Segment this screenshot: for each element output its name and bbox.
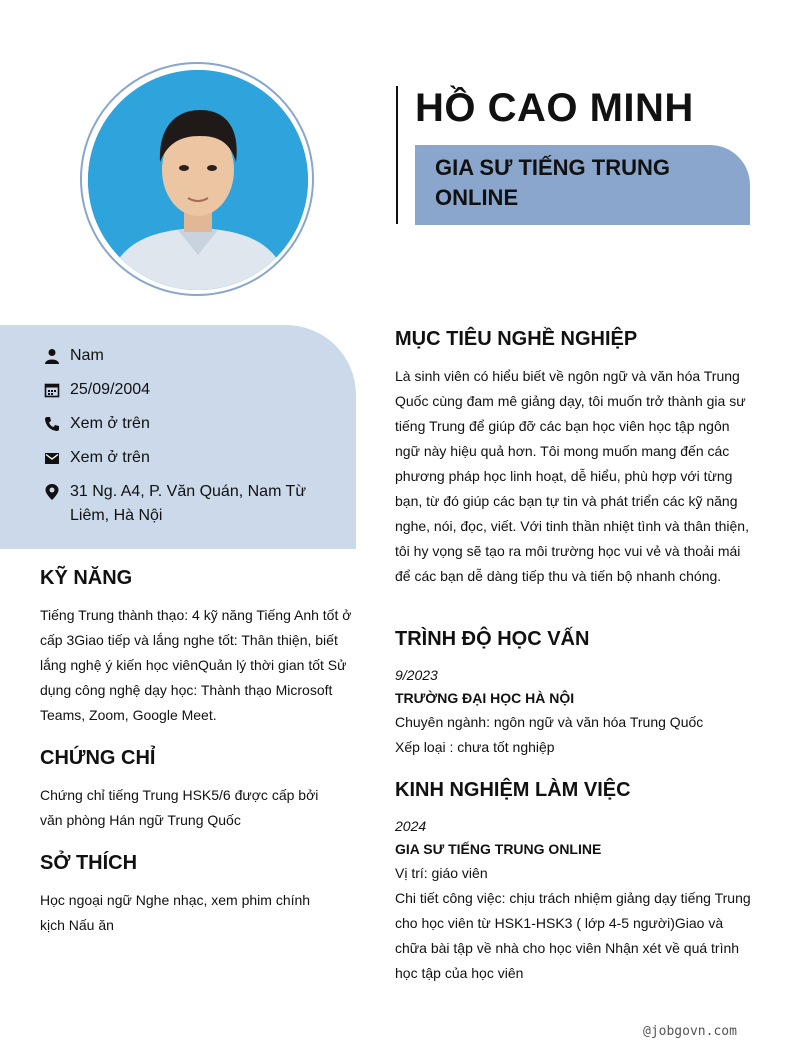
info-email	[44, 446, 310, 470]
info-birthdate	[44, 378, 310, 402]
experience-details: Chi tiết công việc: chịu trách nhiệm giảng dạy tiếng Trung cho học viên từ HSK1-HSK3 ( lớp 4-5 người)Giao và chữa bài tập về nhà cho học viên Nhận xét về quá trình học tập của học viên	[395, 890, 751, 981]
skills-heading: KỸ NĂNG	[40, 567, 133, 589]
objective-heading: MỤC TIÊU NGHỀ NGHIỆP	[395, 328, 638, 350]
header-divider	[396, 86, 398, 224]
profile-photo-image	[88, 70, 308, 290]
info-phone-text: Xem ở trên	[70, 415, 150, 432]
education-school: TRƯỜNG ĐẠI HỌC HÀ NỘI	[395, 690, 575, 706]
mail-icon	[44, 446, 60, 470]
hobbies-text: Học ngoại ngữ Nghe nhạc, xem phim chính kịch Nấu ăn	[40, 892, 311, 933]
user-icon	[44, 344, 60, 368]
experience-heading: KINH NGHIỆM LÀM VIỆC	[395, 779, 631, 801]
education-major: Chuyên ngành: ngôn ngữ và văn hóa Trung Quốc	[395, 714, 704, 730]
phone-icon	[44, 412, 60, 436]
job-title: GIA SƯ TIẾNG TRUNG ONLINE	[435, 155, 670, 210]
education-grade: Xếp loại : chưa tốt nghiệp	[395, 739, 555, 755]
certificates-text: Chứng chỉ tiếng Trung HSK5/6 được cấp bởi văn phòng Hán ngữ Trung Quốc	[40, 787, 319, 828]
experience-date: 2024	[395, 818, 427, 834]
experience-position-title: GIA SƯ TIẾNG TRUNG ONLINE	[395, 841, 602, 857]
objective-text: Là sinh viên có hiểu biết về ngôn ngữ và văn hóa Trung Quốc cùng đam mê giảng dạy, tôi muốn trở thành gia sư tiếng Trung để giúp đỡ các bạn học viên học tập ngôn ngữ này hiệu quả hơn. Tôi mong muốn mang đến các phương pháp học linh hoạt, dễ hiểu, phù hợp với từng bạn, từ đó giúp các bạn tự tin và phát triển các kỹ năng nghe, nói, đọc, viết. Với tinh thần nhiệt tình và thân thiện, tôi hy vọng sẽ tạo ra môi trường học vui vẻ và thoải mái để các bạn dễ dàng tiếp thu và tiến bộ nhanh chóng.	[395, 368, 749, 584]
info-gender-text: Nam	[70, 347, 104, 364]
candidate-name: HỒ CAO MINH	[415, 86, 694, 130]
hobbies-heading: SỞ THÍCH	[40, 852, 138, 874]
info-birthdate-text: 25/09/2004	[70, 381, 151, 398]
footer-watermark: @jobgovn.com	[643, 1024, 737, 1039]
info-email-text: Xem ở trên	[70, 449, 150, 466]
info-address-text: 31 Ng. A4, P. Văn Quán, Nam Từ Liêm, Hà Nội	[70, 483, 307, 524]
certificates-heading: CHỨNG CHỈ	[40, 747, 156, 769]
info-address	[44, 480, 310, 528]
calendar-icon	[44, 378, 60, 402]
education-date: 9/2023	[395, 667, 438, 683]
skills-text: Tiếng Trung thành thạo: 4 kỹ năng Tiếng Anh tốt ở cấp 3Giao tiếp và lắng nghe tốt: Thân thiện, biết lắng nghệ ý kiến học viênQuản lý thời gian tốt Sử dụng công nghệ dạy học: Thành thạo Microsoft Teams, Zoom, Google Meet.	[40, 607, 352, 723]
experience-role: Vị trí: giáo viên	[395, 865, 488, 881]
location-pin-icon	[44, 480, 60, 504]
profile-photo	[88, 70, 308, 290]
info-gender	[44, 344, 310, 368]
info-phone	[44, 412, 310, 436]
job-title-banner	[415, 145, 750, 225]
education-heading: TRÌNH ĐỘ HỌC VẤN	[395, 628, 590, 650]
